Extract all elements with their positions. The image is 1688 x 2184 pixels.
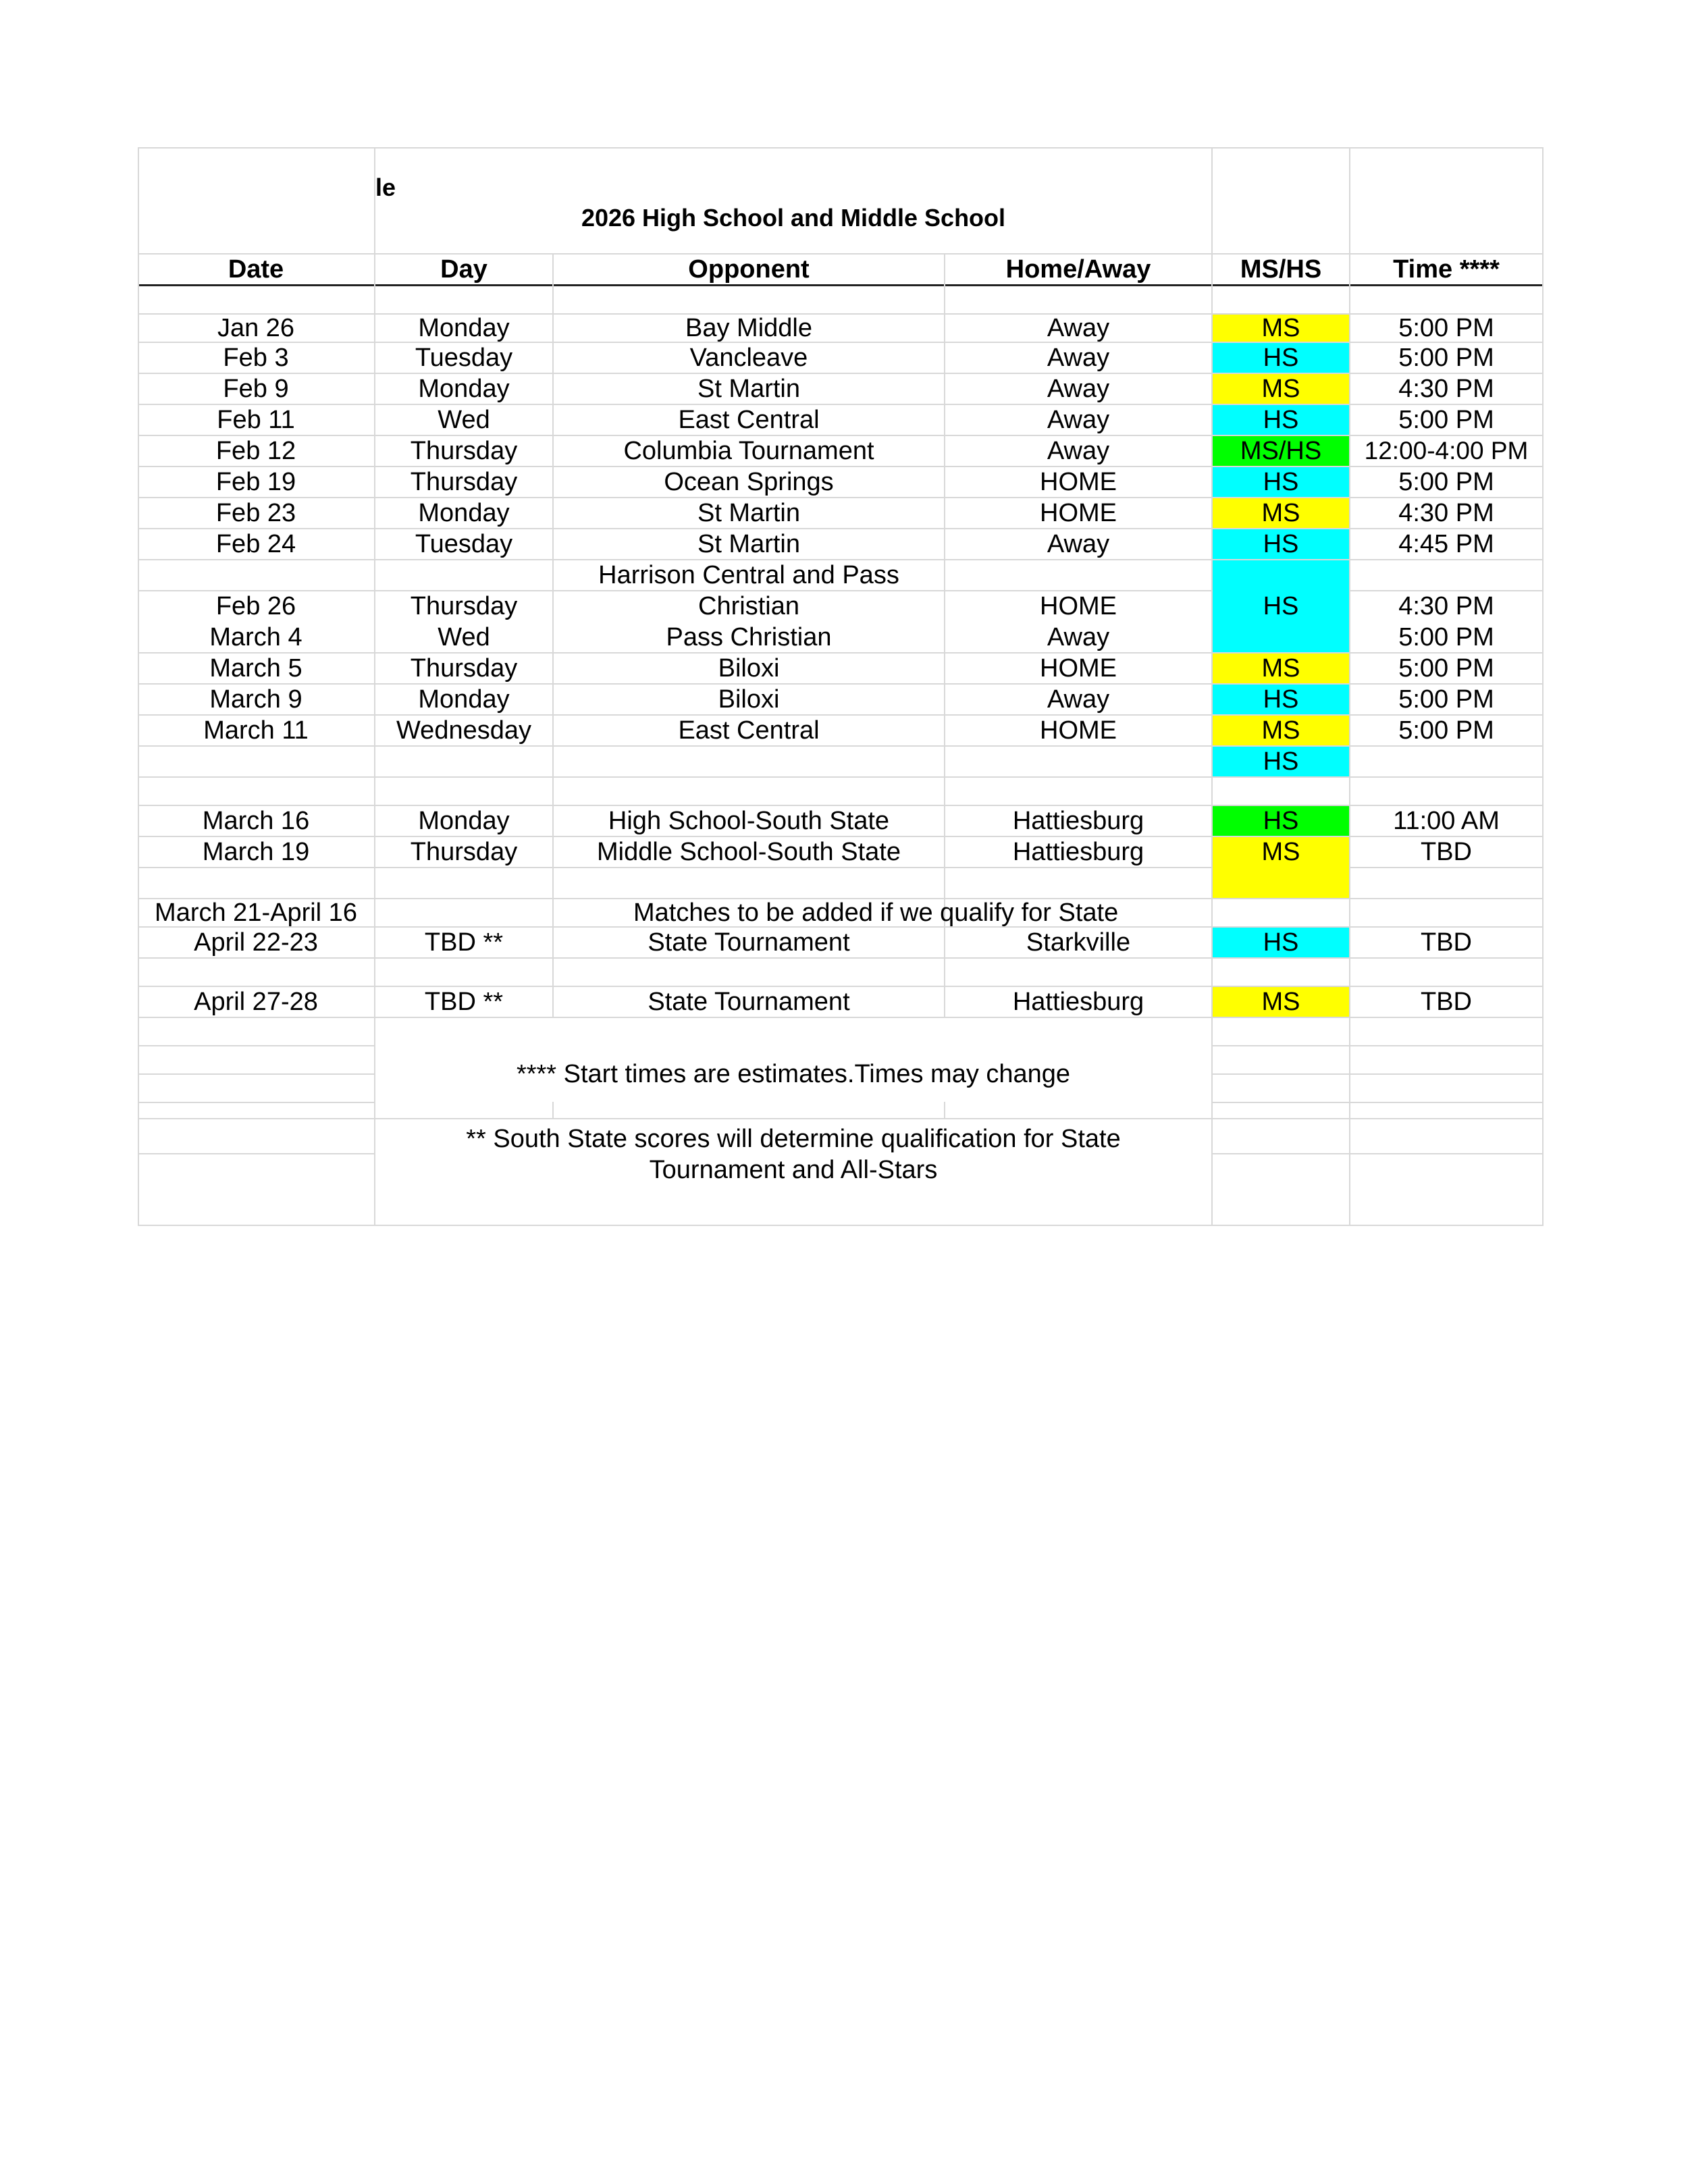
- row-opponent: East Central: [678, 716, 820, 745]
- row-day: Thursday: [410, 437, 518, 465]
- header-date: Date: [228, 255, 284, 284]
- row-time: 4:30 PM: [1398, 375, 1494, 403]
- row-level: HS: [1263, 406, 1299, 434]
- grid-line: [1211, 1073, 1544, 1075]
- row-day: Monday: [418, 807, 510, 835]
- row-level: HS: [1263, 807, 1299, 835]
- row-day: Wednesday: [396, 716, 531, 745]
- header-opponent: Opponent: [688, 255, 810, 284]
- row-opponent: State Tournament: [648, 988, 850, 1016]
- row-day: Monday: [418, 499, 510, 527]
- row-level: HS: [1263, 344, 1299, 372]
- row-time: 5:00 PM: [1398, 468, 1494, 496]
- row-opponent: Vancleave: [689, 344, 808, 372]
- row-home-away: Hattiesburg: [1012, 838, 1144, 866]
- row-time: TBD: [1421, 838, 1472, 866]
- schedule-sheet: [138, 147, 1544, 1226]
- grid-line: [1542, 147, 1544, 1226]
- row-home-away: Away: [1047, 685, 1110, 714]
- grid-line: [138, 1045, 374, 1046]
- row-date: April 27-28: [194, 988, 318, 1016]
- row-date: March 5: [209, 654, 302, 683]
- row-home-away: HOME: [1040, 592, 1117, 620]
- row-home-away: Away: [1047, 314, 1110, 342]
- grid-line: [138, 1118, 1544, 1119]
- title-fragment: le: [375, 174, 396, 201]
- header-home-away: Home/Away: [1005, 255, 1151, 284]
- row-level: HS: [1263, 747, 1299, 776]
- row-level: MS: [1261, 988, 1300, 1016]
- row-day: Wed: [438, 406, 490, 434]
- row-opponent: Bay Middle: [685, 314, 812, 342]
- row-day: Tuesday: [415, 530, 513, 558]
- row-time: 5:00 PM: [1398, 406, 1494, 434]
- row-time: 5:00 PM: [1398, 654, 1494, 683]
- south-state-note-line2: Tournament and All-Stars: [649, 1156, 938, 1184]
- row-level: HS: [1263, 592, 1299, 620]
- header-level: MS/HS: [1240, 255, 1322, 284]
- header-day: Day: [440, 255, 487, 284]
- row-date: Feb 24: [215, 530, 296, 558]
- grid-line: [1211, 1102, 1544, 1103]
- row-home-away: HOME: [1040, 654, 1117, 683]
- row-date: Feb 23: [215, 499, 296, 527]
- row-time: 4:30 PM: [1398, 592, 1494, 620]
- grid-line: [138, 1073, 374, 1075]
- row-day: Wed: [438, 623, 490, 651]
- row-home-away: Hattiesburg: [1012, 807, 1144, 835]
- grid-line: [1211, 1045, 1544, 1046]
- row-time: 5:00 PM: [1398, 685, 1494, 714]
- row-home-away: HOME: [1040, 716, 1117, 745]
- row-date: Feb 26: [215, 592, 296, 620]
- grid-line: [138, 776, 1544, 778]
- row-home-away: HOME: [1040, 499, 1117, 527]
- row-level: MS: [1261, 375, 1300, 403]
- row-level: MS: [1261, 314, 1300, 342]
- row-day: Monday: [418, 685, 510, 714]
- row-day: TBD **: [424, 988, 504, 1016]
- row-opponent-line1: Harrison Central and Pass: [598, 561, 899, 589]
- row-time: 5:00 PM: [1398, 314, 1494, 342]
- row-level: HS: [1263, 685, 1299, 714]
- row-day: Tuesday: [415, 344, 513, 372]
- row-day: Thursday: [410, 654, 518, 683]
- row-time: 11:00 AM: [1393, 807, 1500, 835]
- row-opponent: Biloxi: [718, 685, 780, 714]
- row-level: MS/HS: [1240, 437, 1322, 465]
- row-opponent: St Martin: [697, 499, 801, 527]
- row-opponent: Ocean Springs: [664, 468, 834, 496]
- grid-line-top: [138, 147, 1544, 149]
- row-date: Feb 3: [223, 344, 289, 372]
- row-time: 12:00-4:00 PM: [1364, 437, 1529, 464]
- row-home-away: Away: [1047, 623, 1110, 651]
- grid-line: [138, 1153, 374, 1154]
- row-home-away: Away: [1047, 344, 1110, 372]
- row-opponent: Biloxi: [718, 654, 780, 683]
- row-opponent: East Central: [678, 406, 820, 434]
- row-time: 5:00 PM: [1398, 623, 1494, 651]
- row-level: HS: [1263, 530, 1299, 558]
- row-level: MS: [1261, 716, 1300, 745]
- row-opponent: Columbia Tournament: [623, 437, 874, 465]
- row-level: MS: [1261, 654, 1300, 683]
- row-time: TBD: [1421, 988, 1472, 1016]
- row-date: March 16: [202, 807, 310, 835]
- qualify-note: Matches to be added if we qualify for State: [633, 899, 1119, 927]
- grid-line: [138, 1102, 374, 1103]
- row-date: Feb 12: [215, 437, 296, 465]
- row-opponent: Pass Christian: [666, 623, 832, 651]
- row-level: MS: [1261, 499, 1300, 527]
- row-day: Monday: [418, 314, 510, 342]
- row-opponent: Middle School-South State: [597, 838, 901, 866]
- row-opponent: State Tournament: [648, 928, 850, 957]
- grid-line: [1211, 1153, 1544, 1154]
- row-date: Feb 11: [217, 406, 295, 434]
- row-date: April 22-23: [194, 928, 318, 957]
- grid-line: [552, 1102, 554, 1118]
- start-times-note: **** Start times are estimates.Times may change: [516, 1060, 1071, 1088]
- row-day: TBD **: [424, 928, 504, 957]
- row-time: 4:45 PM: [1398, 530, 1494, 558]
- row-day: Thursday: [410, 838, 518, 866]
- row-home-away: Away: [1047, 437, 1110, 465]
- row-day: Monday: [418, 375, 510, 403]
- row-home-away: HOME: [1040, 468, 1117, 496]
- row-level: MS: [1261, 838, 1300, 866]
- row-time: 4:30 PM: [1398, 499, 1494, 527]
- row-home-away: Hattiesburg: [1012, 988, 1144, 1016]
- row-home-away: Away: [1047, 375, 1110, 403]
- row-date: March 11: [203, 716, 309, 745]
- row-level: HS: [1263, 928, 1299, 957]
- row-time: TBD: [1421, 928, 1472, 957]
- row-home-away: Away: [1047, 406, 1110, 434]
- row-date: Feb 19: [215, 468, 296, 496]
- page-title: 2026 High School and Middle School: [581, 204, 1006, 232]
- row-opponent: High School-South State: [608, 807, 890, 835]
- header-time: Time ****: [1393, 255, 1500, 284]
- row-level: HS: [1263, 468, 1299, 496]
- row-home-away: Starkville: [1026, 928, 1131, 957]
- qualify-date: March 21-April 16: [155, 899, 357, 927]
- row-date: March 19: [202, 838, 310, 866]
- row-date: Feb 9: [223, 375, 289, 403]
- grid-line: [944, 1102, 945, 1118]
- row-date: March 9: [209, 685, 302, 714]
- row-opponent: Christian: [698, 592, 799, 620]
- row-opponent: St Martin: [697, 375, 801, 403]
- row-date: March 4: [209, 623, 302, 651]
- row-date: Jan 26: [217, 314, 295, 342]
- row-day: Thursday: [410, 592, 518, 620]
- row-home-away: Away: [1047, 530, 1110, 558]
- row-time: 5:00 PM: [1398, 716, 1494, 745]
- row-opponent: St Martin: [697, 530, 801, 558]
- row-time: 5:00 PM: [1398, 344, 1494, 372]
- row-day: Thursday: [410, 468, 518, 496]
- south-state-note-line1: ** South State scores will determine qualification for State: [466, 1125, 1121, 1153]
- grid-line-bottom: [138, 1225, 1544, 1226]
